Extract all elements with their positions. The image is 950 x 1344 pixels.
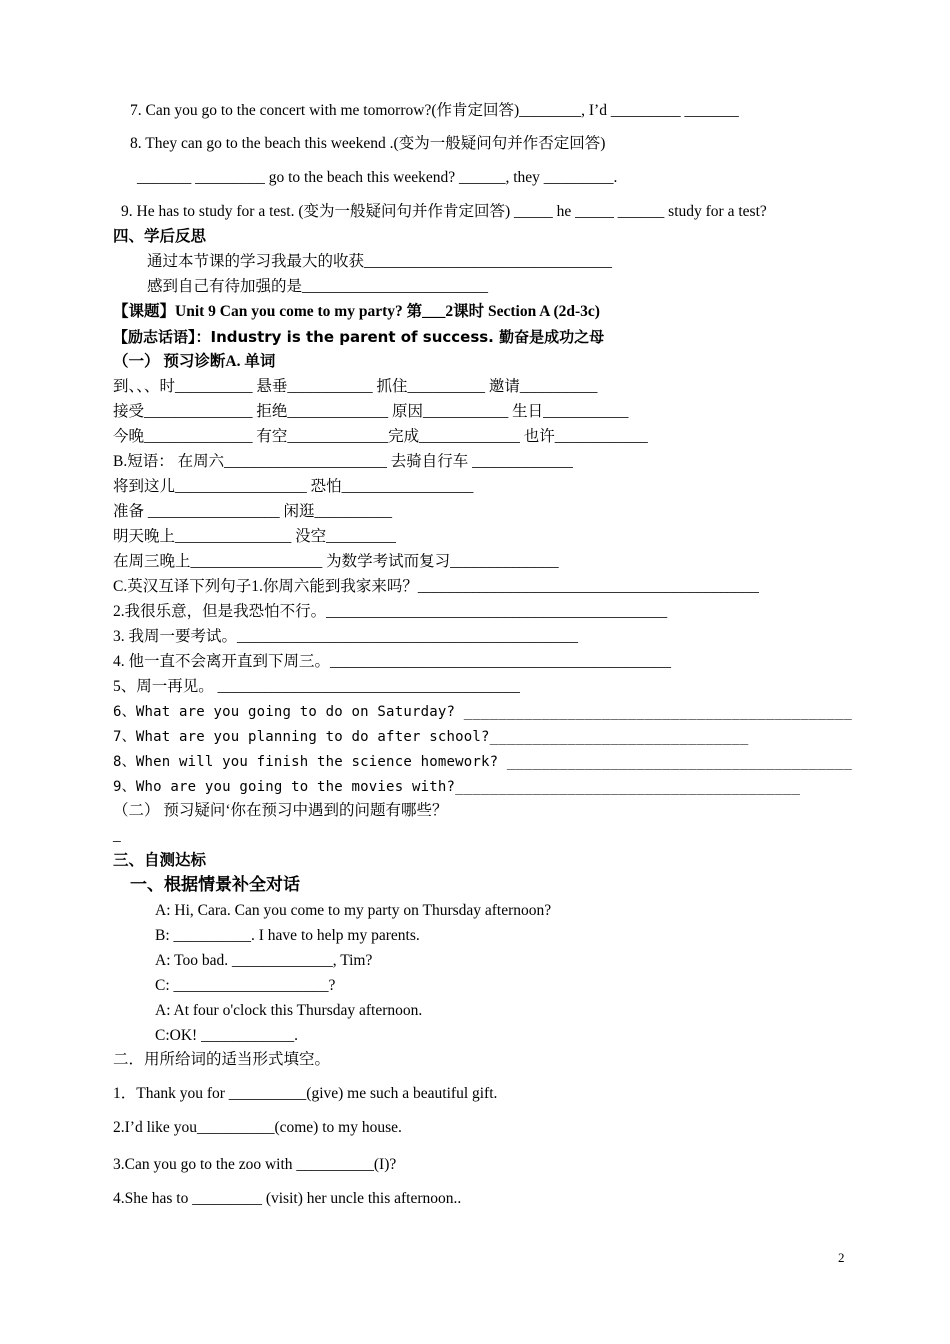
preview-heading: （一） 预习诊断A. 单词 [113,353,276,370]
translation-9: 9、Who are you going to the movies with?________________________________________ [113,779,801,795]
phrases-row-5: 在周三晚上_________________ 为数学考试而复习______________ [113,553,559,570]
phrases-row-1: B.短语： 在周六_____________________ 去骑自行车 _____________ [113,453,573,470]
fill-item: 4.She has to _________ (visit) her uncle this afternoon.. [113,1190,462,1207]
translation-2: 2.我很乐意，但是我恐怕不行。____________________________________________ [113,603,668,620]
page-number: 2 [838,1250,845,1265]
question-9: 9. He has to study for a test. (变为一般疑问句并作肯定回答) _____ he _____ ______ study for a test? [121,203,767,220]
reflection-improve: 感到自己有待加强的是________________________ [147,278,489,295]
dialog-line: B: __________. I have to help my parents. [155,927,420,944]
translation-4: 4. 他一直不会离开直到下周三。____________________________________________ [113,653,672,670]
translation-1: C.英汉互译下列句子1.你周六能到我家来吗？____________________________________________ [113,578,759,595]
question-blank: _ [113,827,121,844]
motto: 【励志话语】：Industry is the parent of success. 勤奋是成功之母 [113,328,605,346]
dialog-line: A: At four o'clock this Thursday afternoon. [155,1002,423,1019]
reflection-heading: 四、学后反思 [113,228,207,245]
dialog-line: A: Too bad. _____________, Tim? [155,952,373,969]
question-8-answer: _______ _________ go to the beach this weekend? ______, they _________. [137,169,618,186]
dialog-line: C:OK! ____________. [155,1027,298,1044]
lesson-topic: 【课题】Unit 9 Can you come to my party? 第___2课时 Section A (2d-3c) [113,303,600,320]
dialog-line: A: Hi, Cara. Can you come to my party on Thursday afternoon? [155,902,552,919]
selftest-heading: 三、自测达标 [113,852,207,869]
translation-5: 5、周一再见。 _______________________________________ [113,678,520,695]
words-row-1: 到、、、时__________ 悬垂___________ 抓住__________ 邀请__________ [113,378,598,395]
phrases-row-4: 明天晚上_______________ 没空_________ [113,528,396,545]
fill-heading: 二．用所给词的适当形式填空。 [113,1051,331,1068]
translation-7: 7、What are you planning to do after school?______________________________ [113,729,749,745]
reflection-gain: 通过本节课的学习我最大的收获________________________________ [147,253,613,270]
translation-6: 6、What are you going to do on Saturday? _____________________________________________ [113,704,853,720]
fill-item: 3.Can you go to the zoo with __________(I)? [113,1156,397,1173]
translation-3: 3. 我周一要考试。____________________________________________ [113,628,579,645]
translation-8: 8、When will you finish the science homework? ________________________________________ [113,754,853,770]
dialog-heading: 一、根据情景补全对话 [130,875,300,894]
fill-item: 2.I’d like you__________(come) to my house. [113,1119,402,1136]
words-row-3: 今晚______________ 有空_____________完成_____________ 也许____________ [113,428,648,445]
words-row-2: 接受______________ 拒绝_____________ 原因___________ 生日___________ [113,403,629,420]
question-8: 8. They can go to the beach this weekend .(变为一般疑问句并作否定回答) [130,135,606,152]
dialog-line: C: ____________________? [155,977,336,994]
question-7: 7. Can you go to the concert with me tomorrow?(作肯定回答)________, I’d _________ _______ [130,102,739,119]
phrases-row-3: 准备 _________________ 闲逛__________ [113,503,393,520]
phrases-row-2: 将到这儿_________________ 恐怕_________________ [113,478,474,495]
question-heading: （二） 预习疑问‘你在预习中遇到的问题有哪些？ [113,802,448,819]
fill-item: 1．Thank you for __________(give) me such a beautiful gift. [113,1085,498,1102]
